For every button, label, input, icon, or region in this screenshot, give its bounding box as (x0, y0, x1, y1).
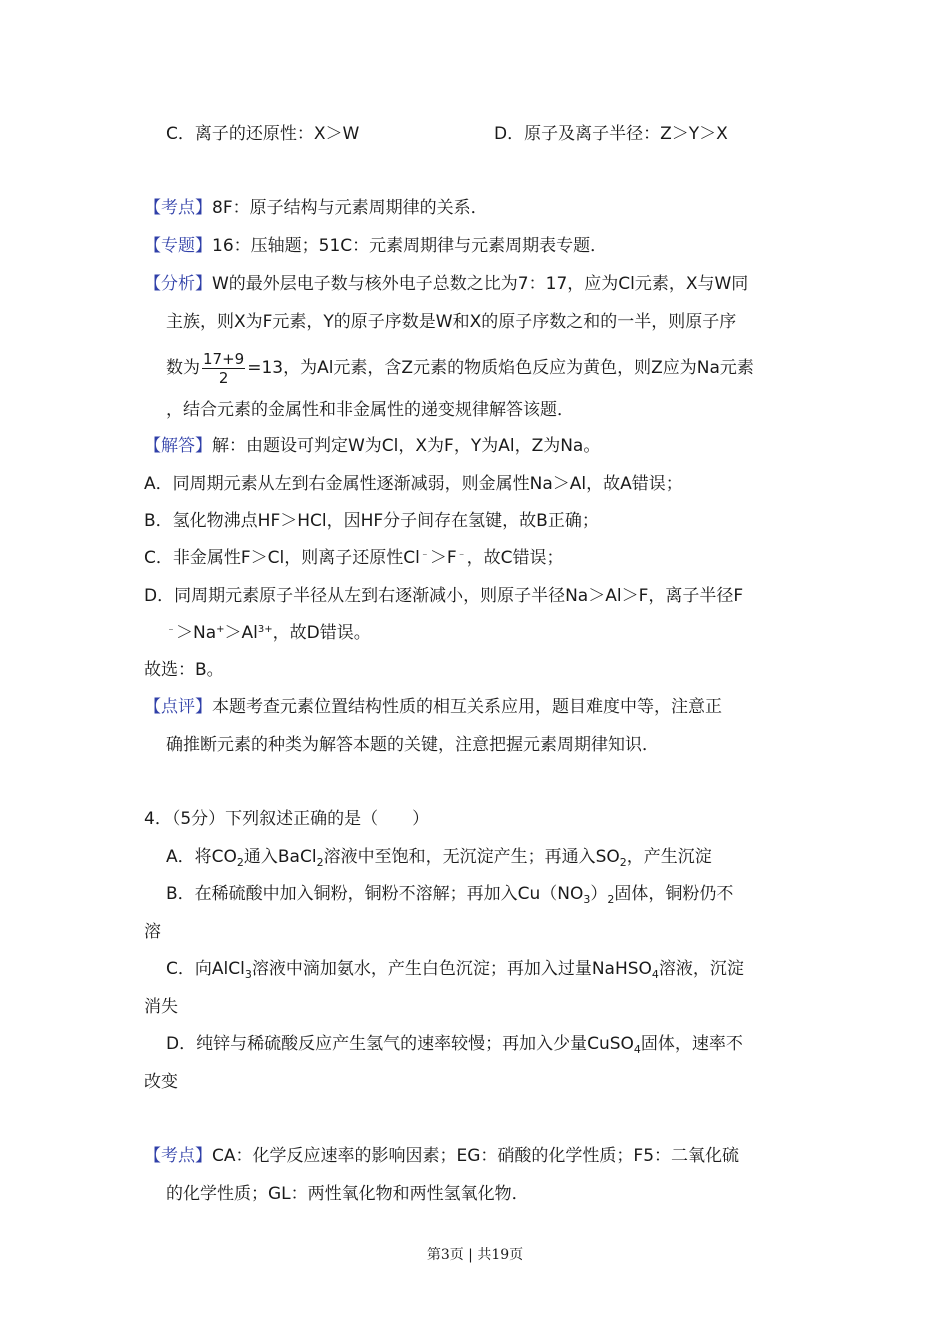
jieda-b: B．氢化物沸点HF＞HCl，因HF分子间存在氢键，故B正确； (144, 511, 599, 531)
jieda-c-text-3: ，故C错误； (466, 548, 564, 568)
jieda-d-line-1 (144, 584, 743, 608)
q4-a-sub-2: 2 (316, 856, 324, 869)
jieda-d-sup-1: ﹣ (166, 624, 176, 635)
dianping-line-1 (144, 695, 722, 719)
q4-b-text-1: B．在稀硫酸中加入铜粉，铜粉不溶解；再加入Cu（NO (166, 884, 584, 904)
q4-option-b-cont: 溶 (144, 922, 161, 942)
kaodian-text: 8F：原子结构与元素周期律的关系． (212, 198, 488, 218)
q4-a-text-2: 通入BaCl (243, 847, 317, 867)
q4-option-d (166, 1032, 743, 1056)
q4-a-text-1: A．将CO (166, 847, 237, 867)
q4-stem: 4．（5分）下列叙述正确的是（ ） (144, 809, 430, 829)
jieda-c (144, 546, 564, 570)
q4-option-d-cont: 改变 (144, 1072, 178, 1092)
answer: 故选：B。 (144, 660, 224, 680)
jieda-a: A．同周期元素从左到右金属性逐渐减弱，则金属性Na＞Al，故A错误； (144, 474, 683, 494)
fenxi-text-1: W的最外层电子数与核外电子总数之比为7：17，应为Cl元素，X与W同 (212, 274, 749, 294)
q4-d-text-2: 固体，速率不 (640, 1034, 743, 1054)
jieda-c-sup-1: ﹣ (419, 549, 430, 560)
q4-option-c-cont: 消失 (144, 997, 178, 1017)
jieda-d-text-2: ＞Na (176, 623, 217, 643)
fenxi-text-3b: =13，为Al元素，含Z元素的物质焰色反应为黄色，则Z应为Na元素 (247, 358, 754, 378)
q4-d-text-1: D．纯锌与稀硫酸反应产生氢气的速率较慢；再加入少量CuSO (166, 1034, 634, 1054)
jieda-d-sup-2: + (216, 624, 225, 635)
option-c: C．离子的还原性：X＞W (166, 124, 360, 144)
kaodian-line (144, 196, 488, 220)
jieda-d-text-3: ＞Al (224, 623, 258, 643)
q4-option-a (166, 845, 712, 869)
q4-b-sub-2: 2 (607, 893, 615, 906)
q4-d-sub-1: 4 (633, 1043, 641, 1056)
q4-kaodian-line-1 (144, 1144, 739, 1168)
jieda-d-sup-3: 3+ (257, 624, 273, 635)
q4-option-b (166, 882, 733, 906)
dianping-line-2: 确推断元素的种类为解答本题的关键，注意把握元素周期律知识． (166, 735, 659, 755)
fenxi-line-4: ，结合元素的金属性和非金属性的递变规律解答该题． (166, 400, 574, 420)
q4-a-text-4: ，产生沉淀 (626, 847, 712, 867)
q4-c-sub-2: 4 (651, 968, 659, 981)
jieda-c-text-2: ＞F (429, 548, 457, 568)
q4-c-text-3: 溶液，沉淀 (658, 959, 744, 979)
fraction-numerator: 17+9 (203, 349, 245, 368)
page-footer: 第3页 | 共19页 (426, 1247, 524, 1263)
q4-c-text-2: 溶液中滴加氨水，产生白色沉淀；再加入过量NaHSO (251, 959, 652, 979)
jieda-d-text-4: ，故D错误。 (272, 623, 371, 643)
jieda-line (144, 434, 600, 458)
q4-a-text-3: 溶液中至饱和，无沉淀产生；再通入SO (323, 847, 620, 867)
q4-kaodian-line-2: 的化学性质；GL：两性氧化物和两性氢氧化物． (166, 1184, 529, 1204)
fenxi-tag: 【分析】 (144, 274, 212, 294)
zhuanti-text: 16：压轴题；51C：元素周期律与元素周期表专题． (212, 236, 608, 256)
fenxi-line-3 (166, 348, 754, 388)
fraction-denominator: 2 (218, 368, 229, 387)
zhuanti-tag: 【专题】 (144, 236, 212, 256)
q4-b-sub-1: 3 (583, 893, 591, 906)
q4-a-sub-3: 2 (619, 856, 627, 869)
jieda-d-text-1: D．同周期元素原子半径从左到右逐渐减小，则原子半径Na＞Al＞F，离子半径F (144, 586, 744, 606)
q4-c-text-1: C．向AlCl (166, 959, 245, 979)
jieda-text: 解：由题设可判定W为Cl，X为F，Y为Al，Z为Na。 (212, 436, 601, 456)
jieda-d-line-2 (166, 621, 371, 645)
fenxi-line-2: 主族，则X为F元素，Y的原子序数是W和X的原子序数之和的一半，则原子序 (166, 312, 737, 332)
jieda-c-sup-2: ﹣ (456, 549, 467, 560)
q4-kaodian-tag: 【考点】 (144, 1146, 212, 1166)
q4-b-text-2: ） (590, 884, 608, 904)
jieda-c-text-1: C．非金属性F＞Cl，则离子还原性Cl (144, 548, 420, 568)
option-d: D．原子及离子半径：Z＞Y＞X (494, 124, 728, 144)
fenxi-text-3a: 数为 (166, 358, 200, 378)
fenxi-line-1 (144, 272, 748, 296)
zhuanti-line (144, 234, 607, 258)
dianping-tag: 【点评】 (144, 697, 212, 717)
fraction (202, 350, 245, 387)
q4-option-c (166, 957, 744, 981)
jieda-tag: 【解答】 (144, 436, 212, 456)
q4-c-sub-1: 3 (244, 968, 252, 981)
dianping-text-1: 本题考查元素位置结构性质的相互关系应用，题目难度中等，注意正 (212, 697, 722, 717)
q4-b-text-3: 固体，铜粉仍不 (614, 884, 734, 904)
q4-a-sub-1: 2 (236, 856, 244, 869)
kaodian-tag: 【考点】 (144, 198, 212, 218)
q4-kaodian-text-1: CA：化学反应速率的影响因素；EG：硝酸的化学性质；F5：二氧化硫 (212, 1146, 740, 1166)
